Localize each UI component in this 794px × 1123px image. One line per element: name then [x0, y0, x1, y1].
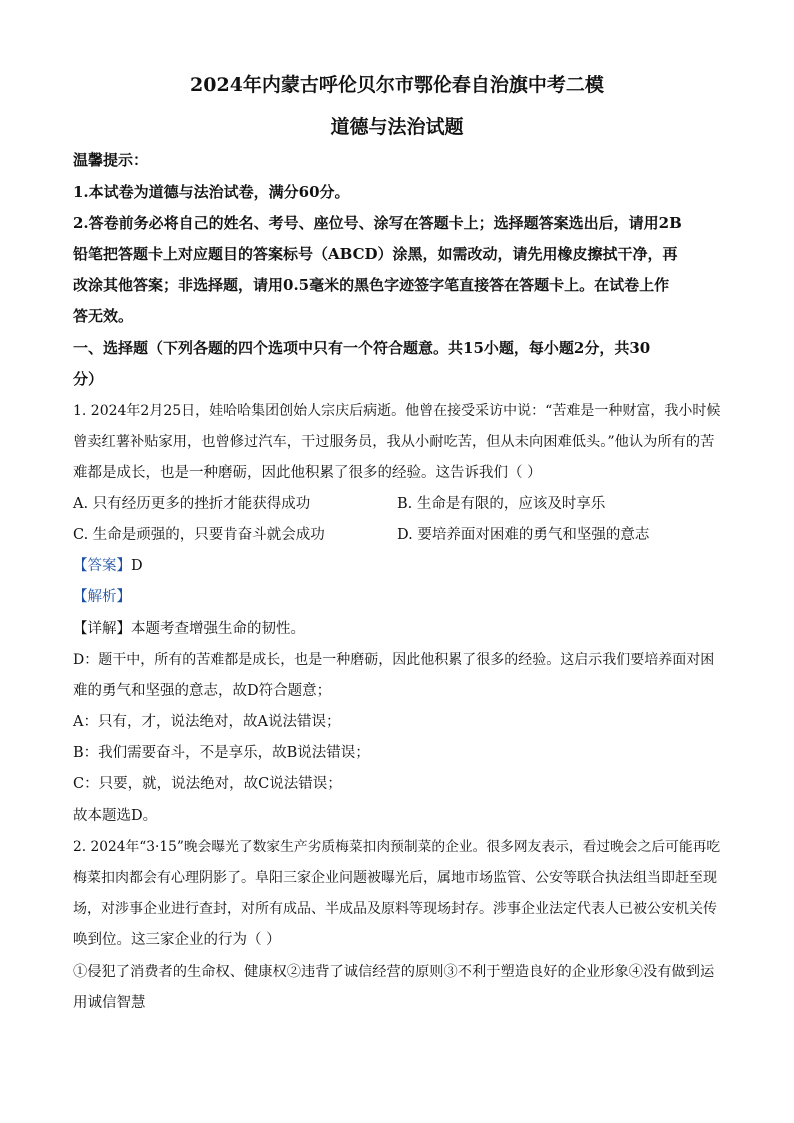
section-1-heading-line-1: 一、选择题（下列各题的四个选项中只有一个符合题意。共15小题，每小题2分，共30: [73, 339, 651, 357]
exam-subtitle: 道德与法治试题: [330, 116, 464, 138]
q1-answer: [73, 556, 723, 576]
detail-tag: 【详解】: [73, 621, 131, 637]
notice-item-1: 1.本试卷为道德与法治试卷，满分60分。: [73, 183, 350, 201]
q1-option-d: D. 要培养面对困难的勇气和坚强的意志: [397, 527, 650, 543]
q1-option-c: C. 生命是顽强的，只要肯奋斗就会成功: [73, 527, 325, 543]
notice-item-2-line-4: 答无效。: [73, 307, 134, 325]
q1-explanation-c: C：只要，就，说法绝对，故C说法错误；: [73, 776, 342, 792]
q1-option-b: B. 生命是有限的，应该及时享乐: [397, 496, 606, 512]
q1-detail: [73, 619, 723, 639]
q1-conclusion: 故本题选D。: [73, 808, 158, 824]
notice-heading: 温馨提示：: [73, 151, 149, 169]
exam-title: 2024年内蒙古呼伦贝尔市鄂伦春自治旗中考二模: [190, 74, 604, 96]
q2-choices-line-2: 用诚信智慧: [73, 995, 146, 1011]
detail-text: 本题考查增强生命的韧性。: [131, 621, 305, 637]
q1-explanation-d-line-1: D：题干中，所有的苦难都是成长，也是一种磨砺，因此他积累了很多的经验。这启示我们要培养面对困: [73, 652, 715, 668]
answer-value: D: [131, 558, 143, 574]
q2-stem-line-3: 场，对涉事企业进行查封，对所有成品、半成品及原料等现场封存。涉事企业法定代表人已被公安机关传: [73, 901, 717, 917]
q1-stem-line-2: 曾卖红薯补贴家用，也曾修过汽车，干过服务员，我从小耐吃苦，但从未向困难低头。”他认为所有的苦: [73, 434, 715, 450]
q2-stem-line-4: 唤到位。这三家企业的行为（ ）: [73, 932, 281, 948]
notice-item-2-line-1: 2.答卷前务必将自己的姓名、考号、座位号、涂写在答题卡上；选择题答案选出后，请用2B: [73, 214, 682, 232]
q2-stem-line-1: 2. 2024年“3·15”晚会曝光了数家生产劣质梅菜扣肉预制菜的企业。很多网友表示，看过晚会之后可能再吃: [73, 839, 721, 855]
q1-analysis-tag: [73, 587, 723, 607]
q1-explanation-d-line-2: 难的勇气和坚强的意志，故D符合题意；: [73, 683, 332, 699]
q1-stem-line-1: 1. 2024年2月25日，娃哈哈集团创始人宗庆后病逝。他曾在接受采访中说：“苦难是一种财富，我小时候: [73, 403, 721, 419]
q2-stem-line-2: 梅菜扣肉都会有心理阴影了。阜阳三家企业问题被曝光后，属地市场监管、公安等联合执法组当即赶至现: [73, 870, 717, 886]
answer-tag: 【答案】: [73, 558, 131, 574]
notice-item-2-line-3: 改涂其他答案；非选择题，请用0.5毫米的黑色字迹签字笔直接答在答题卡上。在试卷上作: [73, 276, 670, 294]
q1-explanation-b: B：我们需要奋斗，不是享乐，故B说法错误；: [73, 745, 370, 761]
q2-choices-line-1: ①侵犯了消费者的生命权、健康权②违背了诚信经营的原则③不利于塑造良好的企业形象④没有做到运: [73, 964, 715, 980]
section-1-heading-line-2: 分）: [73, 370, 104, 388]
q1-explanation-a: A：只有，才，说法绝对，故A说法错误；: [73, 714, 341, 730]
q1-option-a: A. 只有经历更多的挫折才能获得成功: [73, 496, 311, 512]
analysis-tag: 【解析】: [73, 589, 131, 605]
q1-stem-line-3: 难都是成长，也是一种磨砺，因此他积累了很多的经验。这告诉我们（ ）: [73, 465, 542, 481]
notice-item-2-line-2: 铅笔把答题卡上对应题目的答案标号（ABCD）涂黑，如需改动，请先用橡皮擦拭干净，再: [73, 245, 678, 263]
